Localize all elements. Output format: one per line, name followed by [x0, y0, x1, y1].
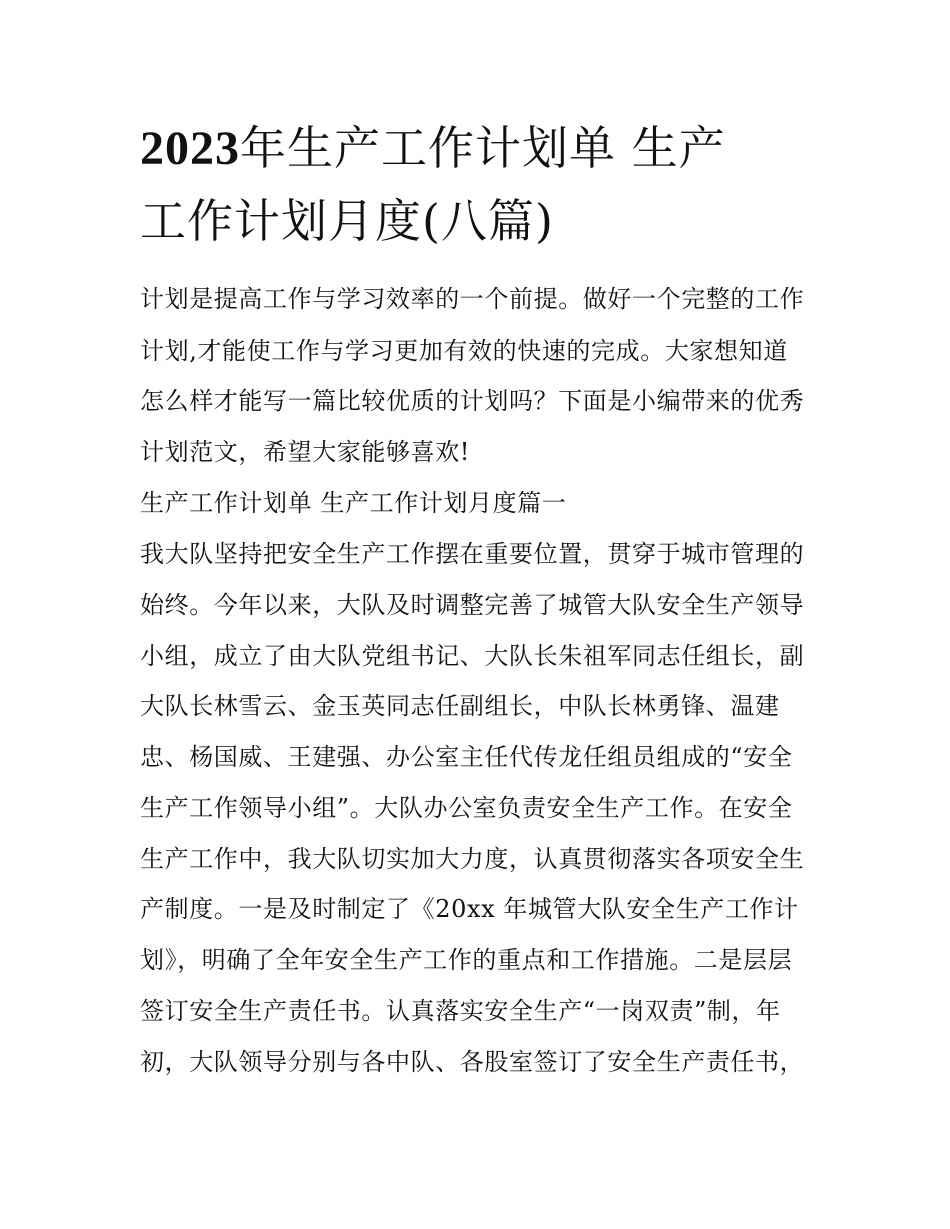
section-heading: 生产工作计划单 生产工作计划月度篇一: [140, 489, 567, 517]
title-line2: 工作计划月度(八篇): [140, 194, 554, 248]
intro-line: 怎么样才能写一篇比较优质的计划吗？下面是小编带来的优秀: [140, 387, 805, 415]
body-line: 始终。今年以来，大队及时调整完善了城管大队安全生产领导: [140, 591, 805, 619]
intro-line: 计划范文，希望大家能够喜欢!: [140, 438, 471, 466]
title-year: 2023: [140, 122, 240, 175]
body-line: 初，大队领导分别与各中队、各股室签订了安全生产责任书，: [140, 1048, 805, 1076]
body-line: 生产工作领导小组”。大队办公室负责安全生产工作。在安全: [140, 794, 793, 822]
title-line1-rest: 年生产工作计划单 生产: [240, 121, 726, 175]
body-line: 忠、杨国威、王建强、办公室主任代传龙任组员组成的“安全: [140, 743, 793, 771]
body-line: 大队长林雪云、金玉英同志任副组长，中队长林勇锋、温建: [140, 692, 780, 720]
intro-line: 计划,才能使工作与学习更加有效的快速的完成。大家想知道: [140, 337, 788, 365]
body-line: 产制度。一是及时制定了《20xx 年城管大队安全生产工作计: [140, 895, 799, 923]
body-line: 签订安全生产责任书。认真落实安全生产“一岗双责”制，年: [140, 997, 781, 1025]
body-line: 划》，明确了全年安全生产工作的重点和工作措施。二是层层: [140, 946, 793, 974]
intro-line: 计划是提高工作与学习效率的一个前提。做好一个完整的工作: [140, 285, 805, 313]
body-line: 小组，成立了由大队党组书记、大队长朱祖军同志任组长，副: [140, 642, 805, 670]
body-line: 生产工作中，我大队切实加大力度，认真贯彻落实各项安全生: [140, 845, 805, 873]
body-line: 我大队坚持把安全生产工作摆在重要位置，贯穿于城市管理的: [140, 540, 805, 568]
document-title: [140, 112, 820, 257]
